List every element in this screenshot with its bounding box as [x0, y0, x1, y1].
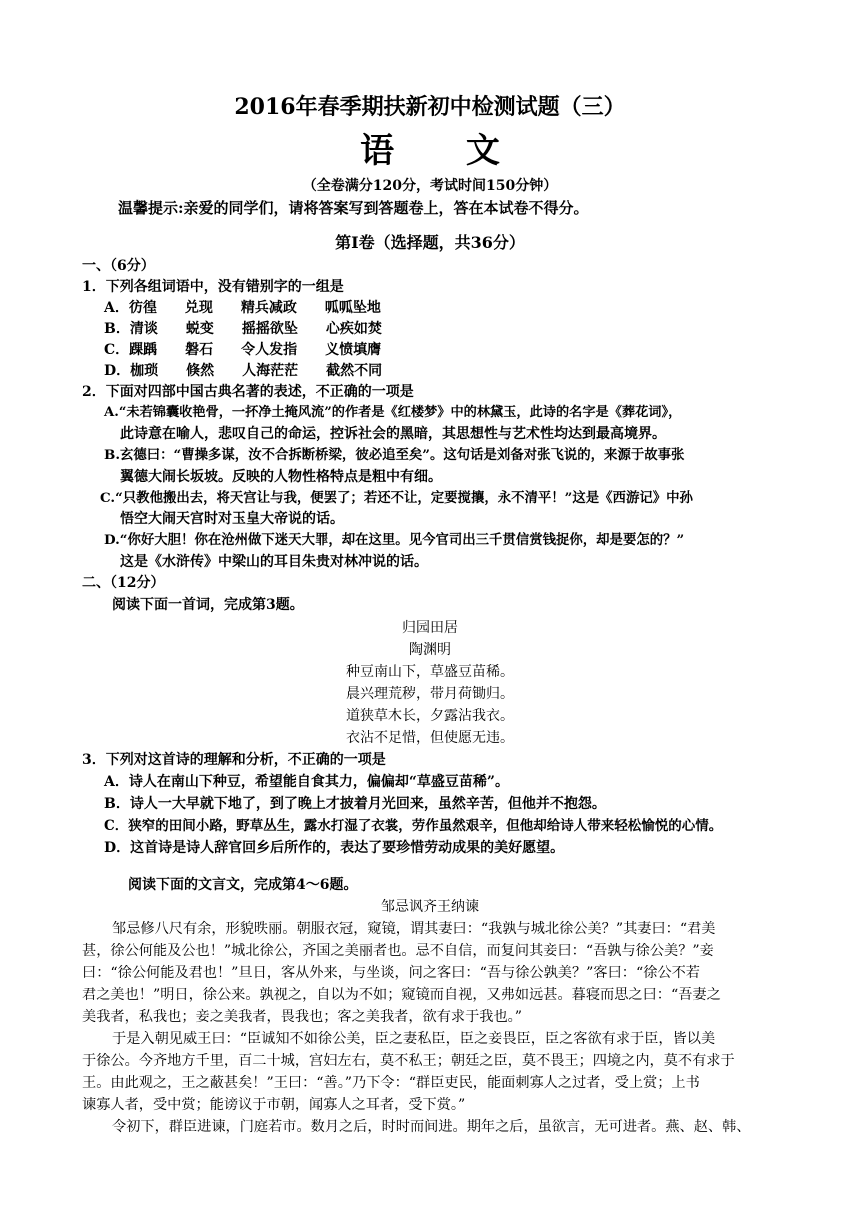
subject-title: 语 文	[360, 131, 530, 171]
section-title: 第I卷（选择题，共36分）	[335, 233, 525, 252]
poem-intro: 阅读下面一首词，完成第3题。	[112, 597, 304, 613]
passage-line: 美我者，私我也；妾之美我者，畏我也；客之美我者，欲有求于我也。”	[82, 1009, 522, 1025]
q2-option-d-line1: D.“你好大胆！你在沧州做下迷天大罪，却在这里。见今官司出三千贯信赏钱捉你，却是要怎的？”	[104, 532, 685, 548]
passage-line: 于徐公。今齐地方千里，百二十城，宫妇左右，莫不私王；朝廷之臣，莫不畏王；四境之内，莫不有求于	[82, 1053, 735, 1069]
poem-line: 衣沾不足惜，但使愿无违。	[346, 730, 514, 746]
passage-line: 君之美也！”明日，徐公来。孰视之，自以为不如；窥镜而自视，又弗如远甚。暮寝而思之曰：“吾妻之	[82, 987, 721, 1003]
poem-line: 道狭草木长，夕露沾我衣。	[346, 708, 514, 724]
q1-option-b: B．清谈 蜕变 摇摇欲坠 心疾如焚	[104, 321, 382, 337]
q1-option-a: A．彷徨 兑现 精兵减政 呱呱坠地	[104, 300, 381, 316]
exam-title: 2016年春季期扶新初中检测试题（三）	[234, 94, 626, 120]
q2-option-c-line2: 悟空大闹天宫时对玉皇大帝说的话。	[120, 511, 344, 527]
poem-author: 陶渊明	[409, 642, 451, 658]
passage-title: 邹忌讽齐王纳谏	[381, 899, 479, 915]
q2-option-b-line2: 翼德大闹长坂坡。反映的人物性格特点是粗中有细。	[120, 469, 442, 485]
q2-option-b-line1: B.玄德曰：“曹操多谋，汝不合拆断桥梁，彼必追至矣”。这句话是刘备对张飞说的，来源于故事张	[104, 447, 685, 463]
q2-stem: 2．下面对四部中国古典名著的表述，不正确的一项是	[82, 384, 414, 400]
part1-heading: 一、（6分）	[82, 258, 155, 274]
passage-line: 曰：“徐公何能及君也！”旦日，客从外来，与坐谈，问之客曰：“吾与徐公孰美？”客曰：“徐公不若	[82, 965, 700, 981]
q3-option-c: C．狭窄的田间小路，野草丛生，露水打湿了衣裳，劳作虽然艰辛，但他却给诗人带来轻松愉悦的心情。	[104, 818, 723, 834]
passage-line: 于是入朝见威王曰：“臣诚知不如徐公美，臣之妻私臣，臣之妾畏臣，臣之客欲有求于臣，皆以美	[112, 1031, 716, 1047]
q2-option-c-line1: C.“只教他搬出去，将天宫让与我，便罢了；若还不让，定要搅攘，永不清平！”这是《西游记》中孙	[100, 490, 693, 506]
passage-line: 王。由此观之，王之蔽甚矣！”王曰：“善。”乃下令：“群臣吏民，能面刺寡人之过者，受上赏；上书	[82, 1075, 700, 1091]
passage-line: 邹忌修八尺有余，形貌昳丽。朝服衣冠，窥镜，谓其妻曰：“我孰与城北徐公美？”其妻曰：“君美	[112, 921, 716, 937]
part2-heading: 二、（12分）	[82, 575, 165, 591]
score-time-note: （全卷满分120分，考试时间150分钟）	[302, 178, 558, 194]
q3-option-b: B．诗人一大早就下地了，到了晚上才披着月光回来，虽然辛苦，但他并不抱怨。	[104, 796, 606, 812]
passage-line: 谏寡人者，受中赏；能谤议于市朝，闻寡人之耳者，受下赏。”	[82, 1097, 466, 1113]
poem-title: 归园田居	[402, 620, 458, 636]
passage-intro: 阅读下面的文言文，完成第4～6题。	[128, 877, 358, 893]
q1-option-d: D．枷琐 倏然 人海茫茫 截然不同	[104, 363, 383, 379]
q3-option-d: D．这首诗是诗人辞官回乡后所作的，表达了要珍惜劳动成果的美好愿望。	[104, 840, 565, 856]
q3-option-a: A．诗人在南山下种豆，希望能自食其力，偏偏却“草盛豆苗稀”。	[104, 774, 509, 790]
q2-option-d-line2: 这是《水浒传》中梁山的耳目朱贵对林冲说的话。	[120, 554, 428, 570]
poem-line: 晨兴理荒秽，带月荷锄归。	[346, 686, 514, 702]
poem-line: 种豆南山下，草盛豆苗稀。	[346, 664, 514, 680]
passage-line: 令初下，群臣进谏，门庭若市。数月之后，时时而间进。期年之后，虽欲言，无可进者。燕、赵、韩、	[112, 1119, 751, 1135]
warm-tip: 温馨提示:亲爱的同学们，请将答案写到答题卷上，答在本试卷不得分。	[118, 199, 589, 217]
q2-option-a-line2: 此诗意在喻人，悲叹自己的命运，控诉社会的黑暗，其思想性与艺术性均达到最高境界。	[120, 426, 666, 442]
passage-line: 甚，徐公何能及公也！”城北徐公，齐国之美丽者也。忌不自信，而复问其妾曰：“吾孰与徐公美？”妾	[82, 943, 714, 959]
q3-stem: 3．下列对这首诗的理解和分析，不正确的一项是	[82, 752, 386, 768]
q1-stem: 1．下列各组词语中，没有错别字的一组是	[82, 279, 344, 295]
q1-option-c: C．踝踽 磐石 令人发指 义愤填膺	[104, 342, 382, 358]
q2-option-a-line1: A.“未若锦囊收艳骨，一抔净土掩风流”的作者是《红楼梦》中的林黛玉，此诗的名字是《葬花词》，	[104, 405, 682, 420]
